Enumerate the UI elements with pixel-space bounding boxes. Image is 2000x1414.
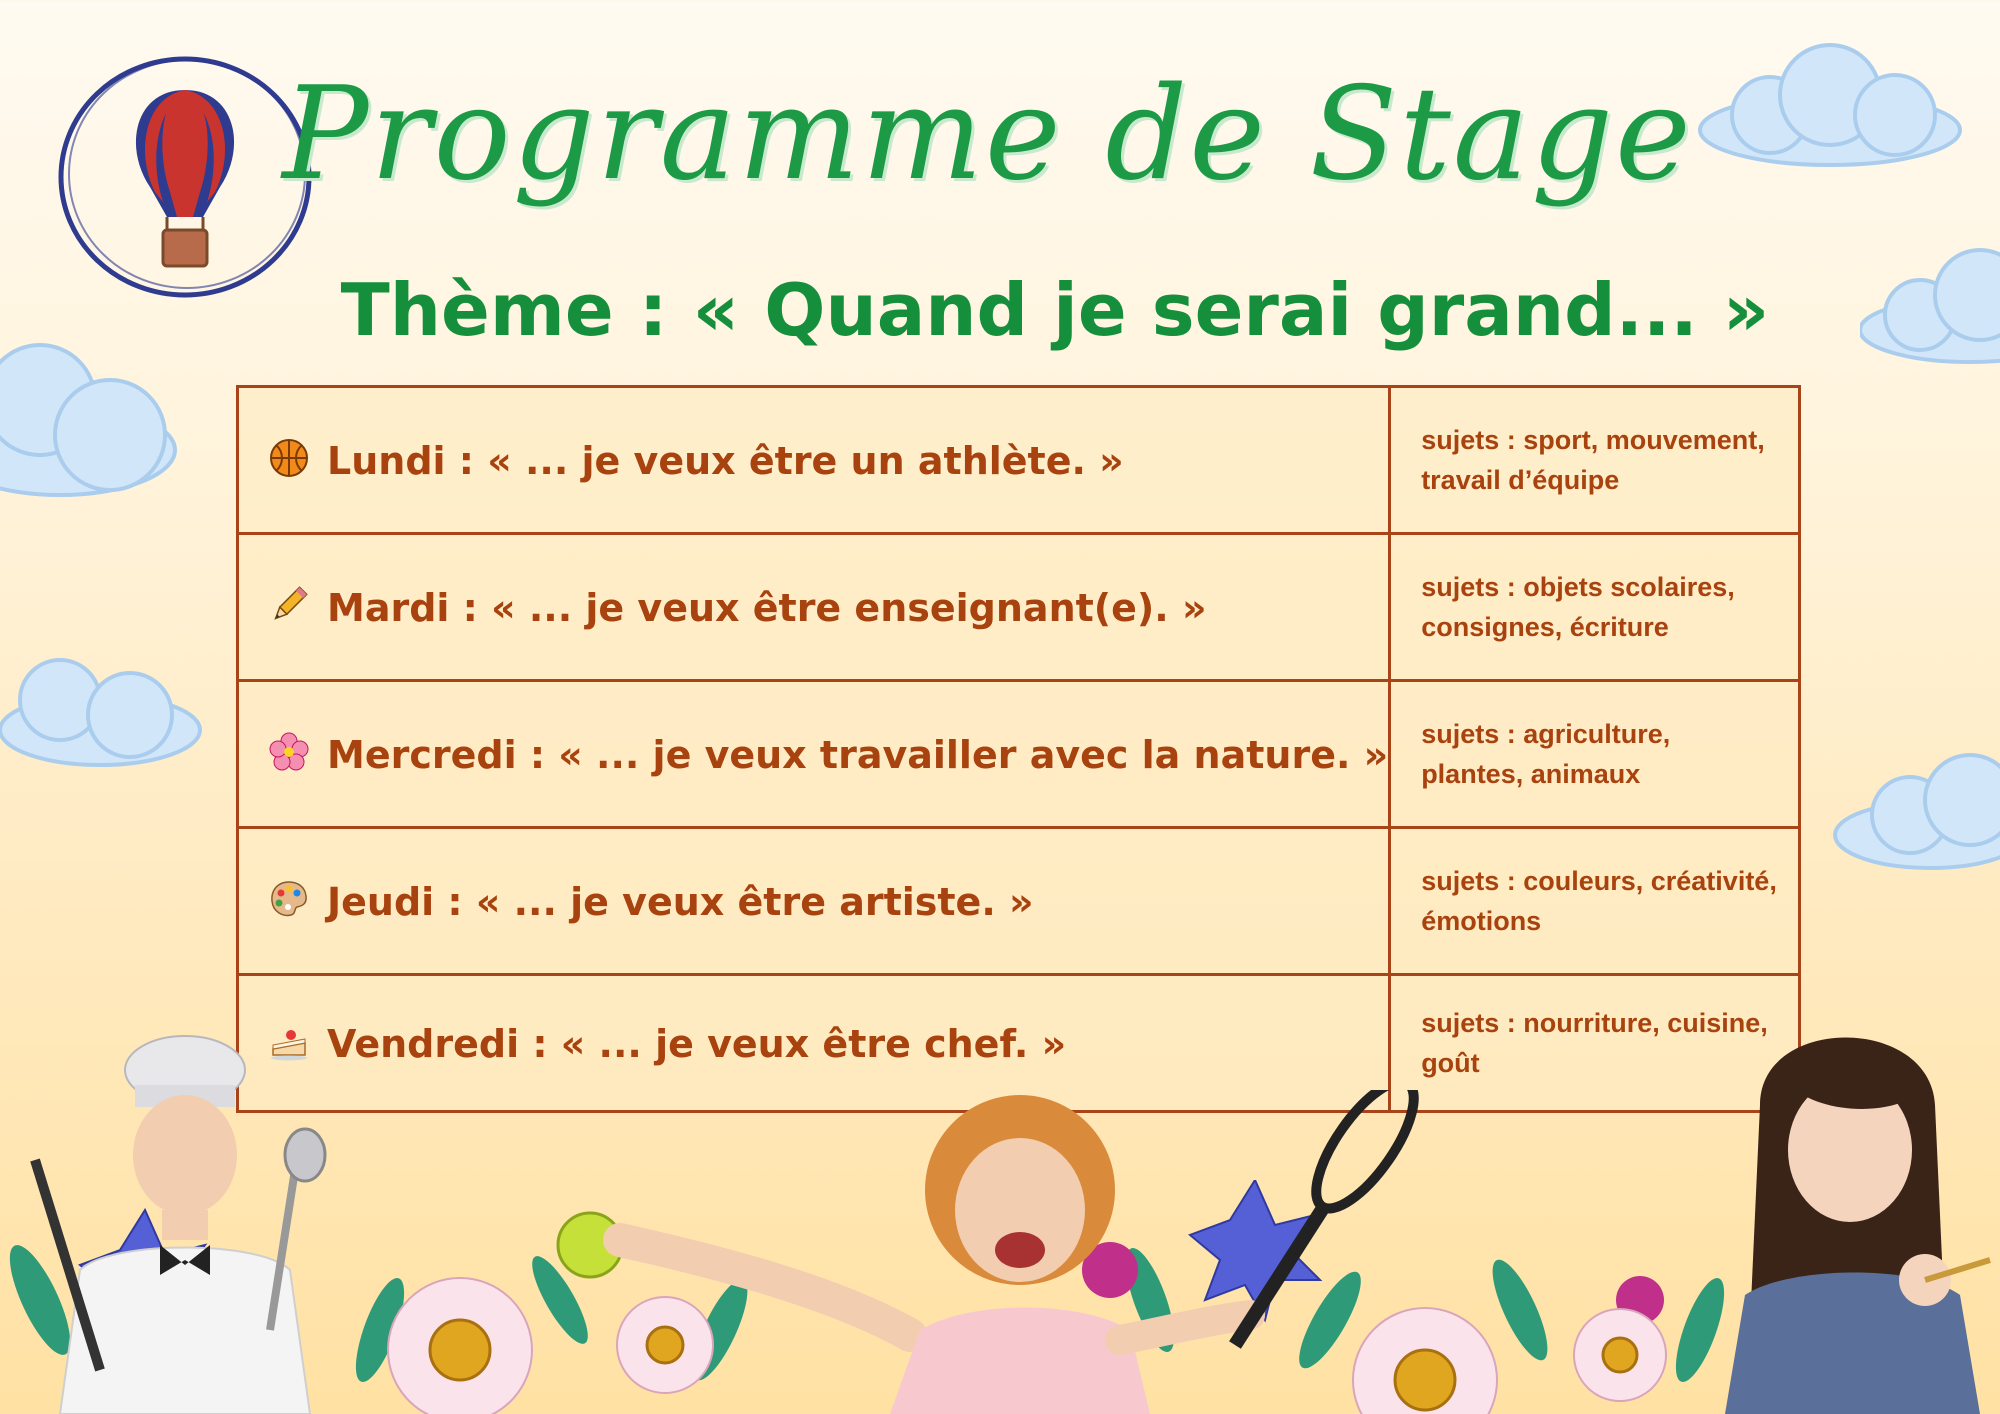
child-artist-illustration <box>1700 1025 2000 1414</box>
topics-text: sujets : nourriture, cuisine, goût <box>1421 1008 1768 1078</box>
schedule-row-mercredi <box>238 681 1800 828</box>
cloud-left-top <box>0 330 180 520</box>
topics-cell <box>1390 828 1800 975</box>
topics-text: sujets : sport, mouvement, travail d’équipe <box>1421 425 1765 495</box>
day-cell <box>238 387 1390 534</box>
cloud-right-lower <box>1830 745 2000 880</box>
day-cell <box>238 534 1390 681</box>
day-cell <box>238 681 1390 828</box>
page-title: Programme de Stage <box>282 60 1693 209</box>
schedule-row-lundi <box>238 387 1800 534</box>
schedule-table <box>236 385 1801 1113</box>
basketball-icon <box>269 438 309 478</box>
topics-cell <box>1390 387 1800 534</box>
topics-cell <box>1390 534 1800 681</box>
child-athlete-illustration <box>550 1090 1430 1414</box>
day-label: Lundi : « ... je veux être un athlète. » <box>327 438 1124 483</box>
page-subtitle: Thème : « Quand je serai grand... » <box>340 268 1770 352</box>
palette-icon <box>269 879 309 919</box>
day-label: Vendredi : « ... je veux être chef. » <box>327 1021 1067 1066</box>
topics-text: sujets : agriculture, plantes, animaux <box>1421 719 1671 789</box>
day-label: Mardi : « ... je veux être enseignant(e). » <box>327 585 1207 630</box>
topics-text: sujets : objets scolaires, consignes, écriture <box>1421 572 1735 642</box>
schedule-row-mardi <box>238 534 1800 681</box>
flower-icon <box>269 732 309 772</box>
topics-cell <box>1390 681 1800 828</box>
day-cell <box>238 828 1390 975</box>
schedule-row-jeudi <box>238 828 1800 975</box>
child-chef-illustration <box>20 1030 380 1414</box>
pencil-icon <box>269 585 309 625</box>
topics-text: sujets : couleurs, créativité, émotions <box>1421 866 1777 936</box>
cloud-left-middle <box>0 640 205 775</box>
day-label: Mercredi : « ... je veux travailler avec la nature. » <box>327 732 1389 777</box>
day-label: Jeudi : « ... je veux être artiste. » <box>327 879 1034 924</box>
